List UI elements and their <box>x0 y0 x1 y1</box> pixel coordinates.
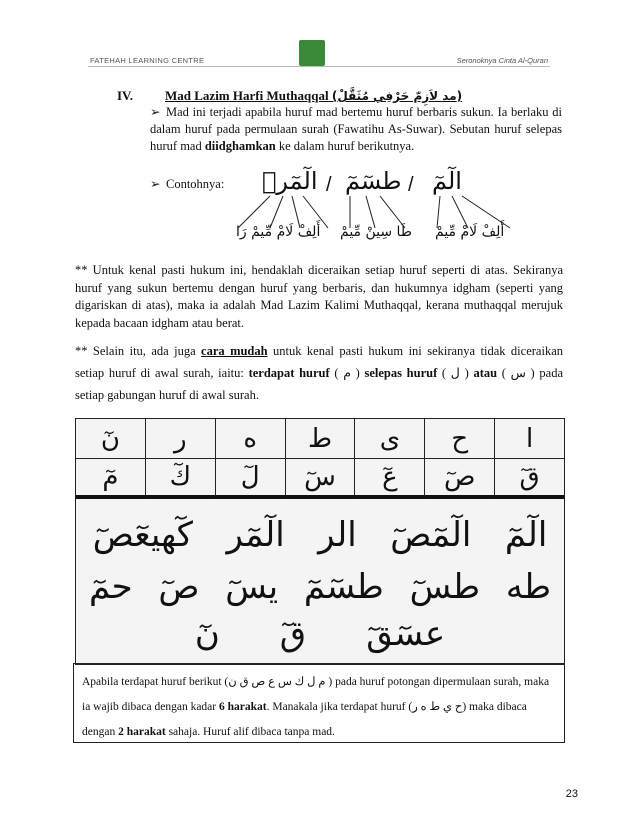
table-words-row-2 <box>76 567 564 607</box>
table-cell: ى <box>355 419 425 459</box>
table-row-letters-1 <box>76 419 564 459</box>
example-label: Contohnya: <box>166 177 225 191</box>
table-cell: ح <box>425 419 495 459</box>
section-title-arabic: (مد لاَزِمّ حَرْفِي مُثَقَّلْ) <box>331 89 463 103</box>
box-text-a: Apabila terdapat huruf berikut (م ل ك س ع ص ق ن ) pada huruf potongan dipermulaan surah, maka ia wajib dibaca dengan kadar <box>82 676 550 713</box>
example-word-3: الٓمٓ <box>432 167 462 195</box>
table-words-row-3 <box>76 614 564 654</box>
table-cell: صٓ <box>425 459 495 499</box>
bullet1-text-b: ke dalam huruf berikutnya. <box>275 139 415 153</box>
table-row-letters-2 <box>76 459 564 499</box>
example-word-2: طسٓمٓ <box>345 167 402 195</box>
para2-sin: ( س ) <box>497 366 540 380</box>
box-bold-6-harakat: 6 harakat <box>218 701 267 713</box>
table-cell: قٓ <box>495 459 564 499</box>
example-split-3: أَلِفْ لَامْ مِّيمْ <box>435 224 505 240</box>
list-item: الٓمٓ <box>504 515 548 555</box>
para2-text-a: ** Selain itu, ada juga <box>75 344 202 358</box>
table-cell: عٓ <box>355 459 425 499</box>
header-right: Seronoknya Cinta Al-Quran <box>456 56 548 65</box>
list-item: عسٓقٓ <box>366 614 446 654</box>
box-bold-2-harakat: 2 harakat <box>118 726 166 738</box>
list-item: صٓ <box>158 567 200 607</box>
paragraph-2 <box>75 340 563 406</box>
bullet1-bold: diidghamkan <box>204 139 276 153</box>
example-split-2: طَا سِينْ مِّيمْ <box>340 224 412 240</box>
summary-box <box>73 663 565 743</box>
para2-bold-terdapat: terdapat huruf <box>248 366 330 380</box>
list-item: طسٓمٓ <box>303 567 384 607</box>
list-item: الٓمٓصٓ <box>390 515 472 555</box>
example-split-1: أَلِفْ لَامْ مِّيمْ رَا <box>236 224 321 240</box>
page-number: 23 <box>565 788 578 800</box>
list-item: طه <box>505 567 552 607</box>
list-item: كٓهيعٓصٓ <box>92 515 193 555</box>
list-item: حمٓ <box>88 567 133 607</box>
list-item: قٓ <box>279 614 307 654</box>
para2-bold-cara: cara mudah <box>201 344 268 358</box>
slash-separator: / <box>326 174 332 196</box>
table-cell: سٓ <box>286 459 356 499</box>
table-cell: كٓ <box>146 459 216 499</box>
para2-bold-atau: atau <box>473 366 498 380</box>
table-cell: لٓ <box>216 459 286 499</box>
list-item: طسٓ <box>409 567 481 607</box>
para2-text-b: untuk kenal pasti hukum ini sekiranya tidak diceraikan setiap huruf di awal surah, iaitu: <box>75 344 563 380</box>
table-cell: ط <box>286 419 356 459</box>
box-text-b: . Manakala jika terdapat huruf (ح ي ط ه ر) maka dibaca dengan <box>82 701 527 738</box>
bullet1-text-a: Mad ini terjadi apabila huruf mad bertemu huruf berbaris sukun. Ia berlaku di dalam huruf pada permulaan surah (Fawatihu As-Suwar). Sebutan huruf selepas huruf mad <box>150 105 562 153</box>
arrow-bullet-icon: ➢ <box>150 105 161 119</box>
section-title-text: Mad Lazim Harfi Muthaqqal <box>165 88 329 103</box>
header-left: FATEHAH LEARNING CENTRE <box>90 56 205 65</box>
section-number: IV. <box>117 88 134 103</box>
para2-mim: ( م ) <box>329 366 365 380</box>
arrow-bullet-icon: ➢ <box>150 177 161 191</box>
list-item: يسٓ <box>225 567 279 607</box>
list-item: نٓ <box>194 614 220 654</box>
table-cell: ا <box>495 419 564 459</box>
table-cell: مٓ <box>76 459 146 499</box>
paragraph-1: ** Untuk kenal pasti hukum ini, hendaklah diceraikan setiap huruf seperti di atas. Sekiranya huruf yang sukun bertemu dengan huruf yang berbaris, dan hukumnya idgham (seperti yang digariskan di atas), maka ia adalah Mad Lazim Kalimi Muthaqqal, kerana muthaqqal merujuk kepada bacaan idgham atau berat. <box>75 263 563 330</box>
letters-table-image <box>75 418 565 665</box>
list-item: الٓمٓر <box>226 515 285 555</box>
table-words-row-1 <box>76 515 564 555</box>
example-word-1: الٓمٓرۚ <box>262 167 318 195</box>
table-cell: نٓ <box>76 419 146 459</box>
slash-separator: / <box>408 174 414 196</box>
para2-text-d: pada setiap gabungan huruf di awal surah. <box>75 366 564 402</box>
table-cell: ه <box>216 419 286 459</box>
table-cell: ر <box>146 419 216 459</box>
list-item: الر <box>318 515 357 555</box>
para2-bold-selepas: selepas huruf <box>364 366 438 380</box>
box-text-c: sahaja. Huruf alif dibaca tanpa mad. <box>165 726 335 738</box>
para2-lam: ( ل ) <box>437 366 474 380</box>
